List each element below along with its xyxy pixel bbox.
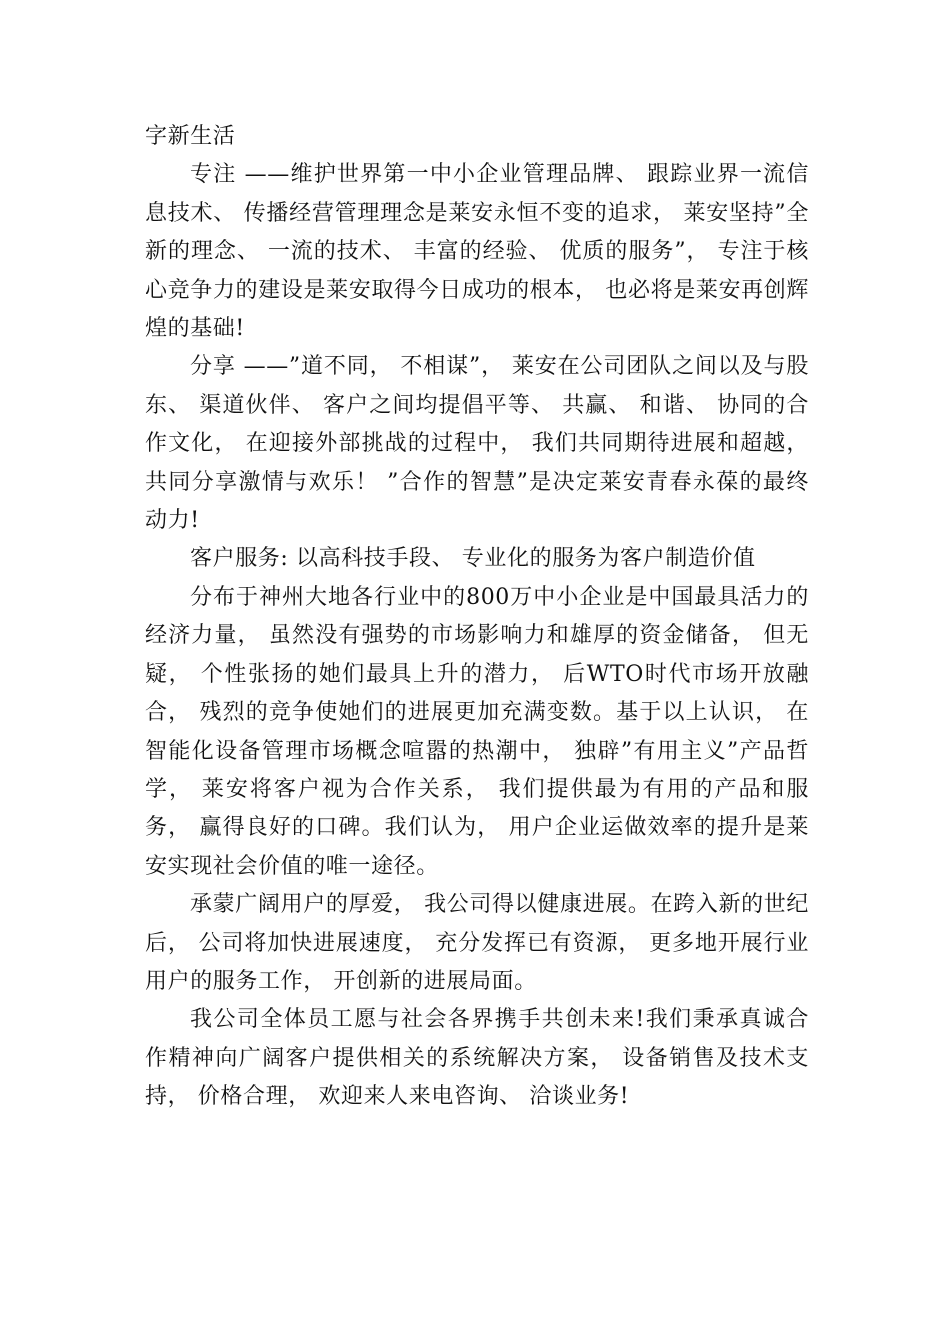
paragraph-customer-service-heading: 客户服务: 以高科技手段、 专业化的服务为客户制造价值 [190,546,756,572]
paragraph-1: 字新生活 [145,124,236,149]
paragraph-focus: 专注 ——维护世界第一中小企业管理品牌、 跟踪业界一流信息技术、 传播经营管理理念是莱安永恒不变的追求， 莱安坚持”全新的理念、 一流的技术、 丰富的经验、 优质的服务”， 专注于核心竞争力的建设是莱安取得今日成功的根本， 也必将是莱安再创辉煌的基础! [145,162,809,342]
paragraph-closing: 我公司全体员工愿与社会各界携手共创未来!我们秉承真诚合作精神向广阔客户提供相关的系统解决方案， 设备销售及技术支持， 价格合理， 欢迎来人来电咨询、 洽谈业务! [145,1007,809,1110]
document-body [145,118,809,1117]
paragraph-market: 分布于神州大地各行业中的800万中小企业是中国最具活力的经济力量， 虽然没有强势的市场影响力和雄厚的资金储备， 但无疑， 个性张扬的她们最具上升的潜力， 后WTO时代市场开放融合， 残烈的竞争使她们的进展更加充满变数。基于以上认识， 在智能化设备管理市场概念喧嚣的热潮中， 独辟”有用主义”产品哲学， 莱安将客户视为合作关系， 我们提供最为有用的产品和服务， 赢得良好的口碑。我们认为， 用户企业运做效率的提升是莱安实现社会价值的唯一途径。 [145,584,809,879]
paragraph-share: 分享 ——”道不同， 不相谋”， 莱安在公司团队之间以及与股东、 渠道伙伴、 客户之间均提倡平等、 共赢、 和谐、 协同的合作文化， 在迎接外部挑战的过程中， 我们共同期待进展和超越， 共同分享激情与欢乐！ ”合作的智慧”是决定莱安青春永葆的最终动力! [145,354,809,534]
paragraph-growth: 承蒙广阔用户的厚爱， 我公司得以健康进展。在跨入新的世纪后， 公司将加快进展速度， 充分发挥已有资源， 更多地开展行业用户的服务工作， 开创新的进展局面。 [145,892,809,994]
